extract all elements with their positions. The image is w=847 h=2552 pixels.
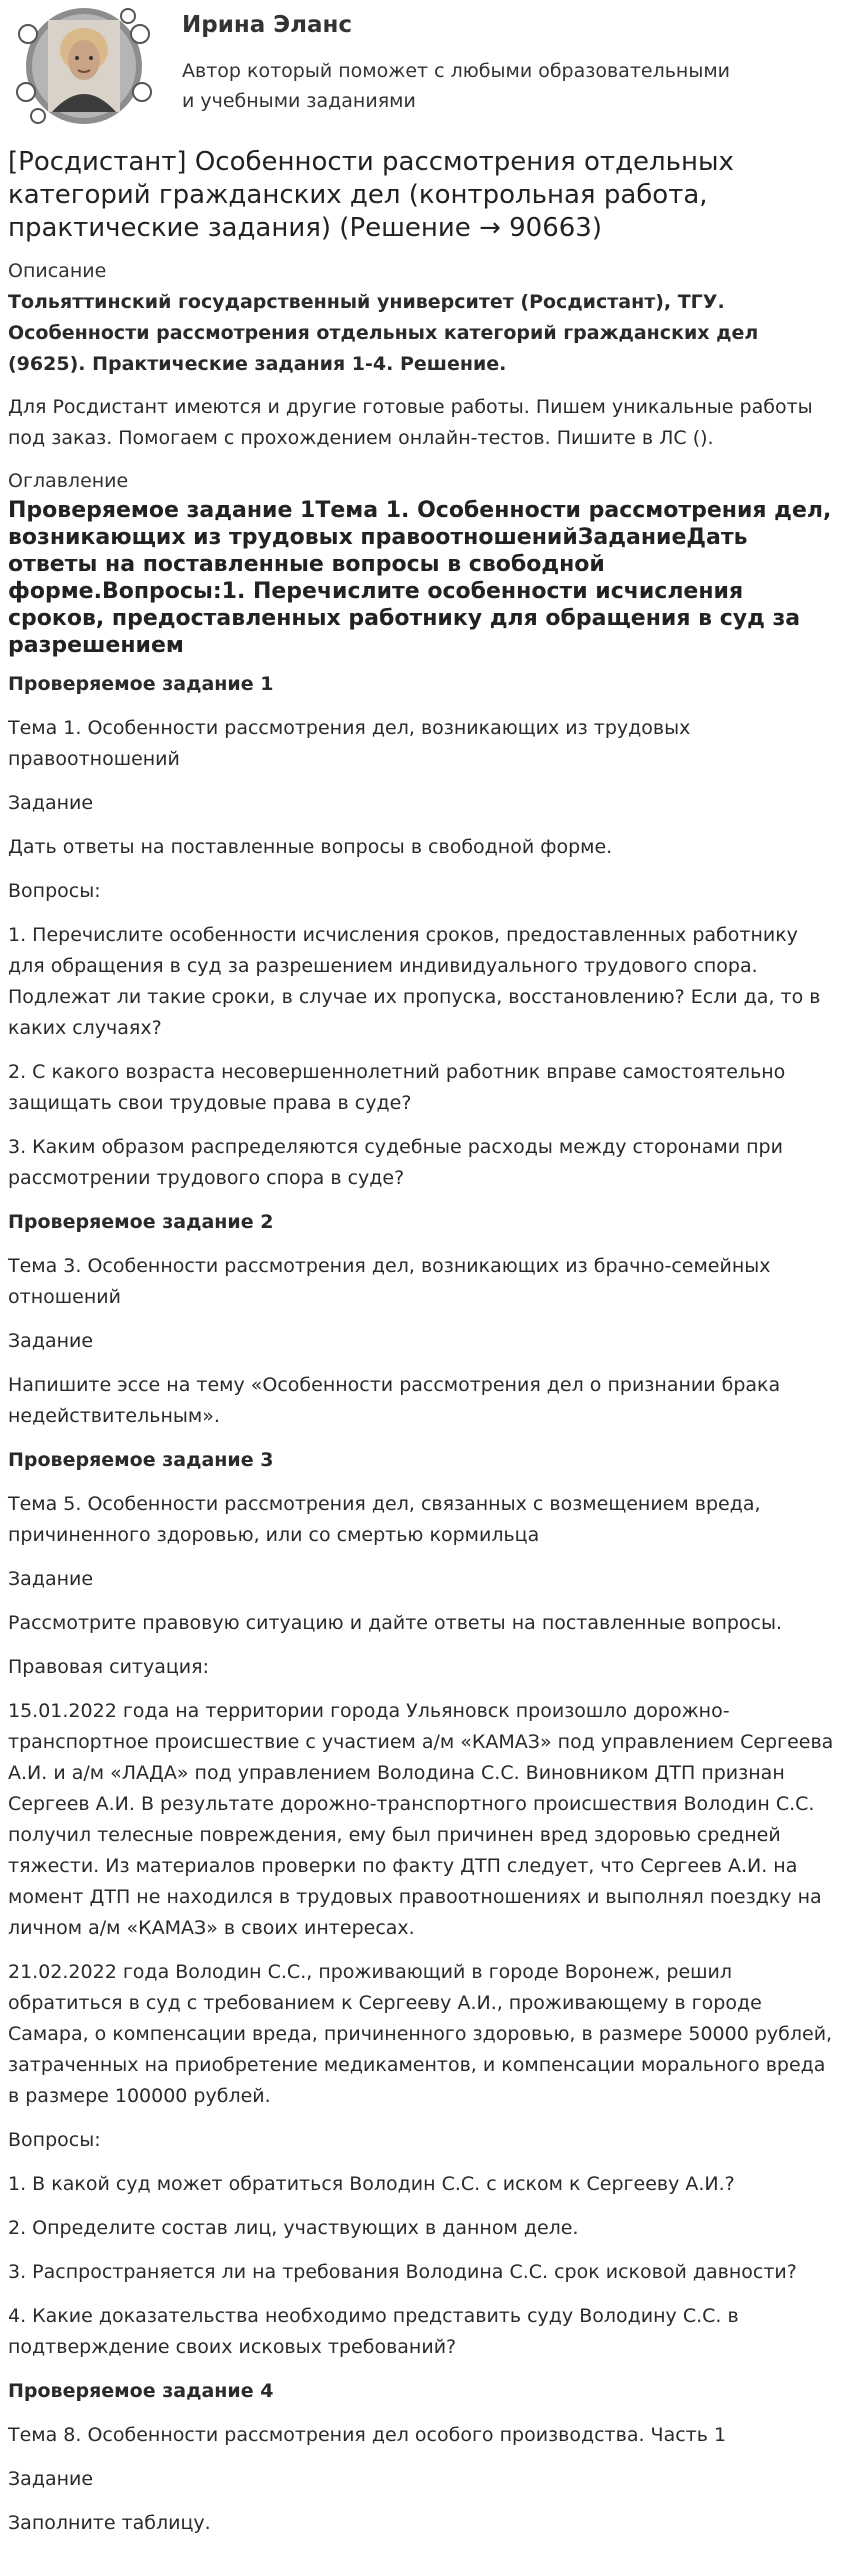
content-paragraph: 2. Определите состав лиц, участвующих в данном деле. <box>8 2217 579 2239</box>
content-body <box>8 669 839 2539</box>
content-paragraph: Напишите эссе на тему «Особенности рассмотрения дел о признании брака недействительным». <box>8 1374 781 1427</box>
content-paragraph: 4. Какие доказательства необходимо представить суду Володину С.С. в подтверждение своих исковых требований? <box>8 2305 739 2358</box>
content-paragraph: 15.01.2022 года на территории города Ульяновск произошло дорожно-транспортное происшествие с участием а/м «КАМАЗ» под управлением Сергеева А.И. и а/м «ЛАДА» под управлением Володина С.С. Виновником ДТП признан Сергеев А.И. В результате дорожно-транспортного происшествия Володин С.С. получил телесные повреждения, ему был причинен вред здоровью средней тяжести. Из материалов проверки по факту ДТП следует, что Сергеев А.И. на момент ДТП не находился в трудовых правоотношениях и выполнял поездку на личном а/м «КАМАЗ» в своих интересах. <box>8 1700 834 1939</box>
avatar[interactable] <box>8 4 160 128</box>
description-label: Описание <box>8 260 107 282</box>
content-paragraph: Вопросы: <box>8 2129 101 2151</box>
author-block <box>8 0 839 132</box>
avatar-film-frame-icon <box>8 4 160 128</box>
content-paragraph: 1. В какой суд может обратиться Володин С.С. с иском к Сергееву А.И.? <box>8 2173 735 2195</box>
toc-label: Оглавление <box>8 470 129 492</box>
content-paragraph: 21.02.2022 года Володин С.С., проживающий в городе Воронеж, решил обратиться в суд с требованием к Сергееву А.И., проживающему в городе Самара, о компенсации вреда, причиненного здоровью, в размере 50000 рублей, затраченных на приобретение медикаментов, и компенсации морального вреда в размере 100000 рублей. <box>8 1961 833 2107</box>
content-paragraph: Тема 8. Особенности рассмотрения дел особого производства. Часть 1 <box>8 2424 727 2446</box>
section-heading: Проверяемое задание 1 <box>8 673 274 695</box>
content-paragraph: Дать ответы на поставленные вопросы в свободной форме. <box>8 836 613 858</box>
section-heading: Проверяемое задание 3 <box>8 1449 274 1471</box>
content-paragraph: Задание <box>8 1330 94 1352</box>
content-paragraph: 1. Перечислите особенности исчисления сроков, предоставленных работнику для обращения в суд за разрешением индивидуального трудового спора. Подлежат ли такие сроки, в случае их пропуска, восстановлению? Если да, то в каких случаях? <box>8 924 821 1039</box>
work-title: [Росдистант] Особенности рассмотрения отдельных категорий гражданских дел (контрольная работа, практические задания) (Решение → 90663) <box>8 147 734 243</box>
description-bold: Тольяттинский государственный университет (Росдистант), ТГУ. Особенности рассмотрения отдельных категорий гражданских дел (9625). Практические задания 1-4. Решение. <box>8 291 759 375</box>
content-paragraph: 3. Каким образом распределяются судебные расходы между сторонами при рассмотрении трудового спора в суде? <box>8 1136 783 1189</box>
content-paragraph: Тема 3. Особенности рассмотрения дел, возникающих из брачно-семейных отношений <box>8 1255 771 1308</box>
content-paragraph: Правовая ситуация: <box>8 1656 209 1678</box>
section-heading: Проверяемое задание 4 <box>8 2380 274 2402</box>
author-description: Автор который поможет с любыми образовательными и учебными заданиями <box>182 60 731 112</box>
author-info <box>182 4 742 116</box>
description-note: Для Росдистант имеются и другие готовые работы. Пишем уникальные работы под заказ. Помогаем с прохождением онлайн-тестов. Пишите в ЛС (). <box>8 396 813 449</box>
toc-heading: Проверяемое задание 1Тема 1. Особенности рассмотрения дел, возникающих из трудовых правоотношенийЗаданиеДать ответы на поставленные вопросы в свободной форме.Вопросы:1. Перечислите особенности исчисления сроков, предоставленных работнику для обращения в суд за разрешением <box>8 498 832 658</box>
content-paragraph: Задание <box>8 2468 94 2490</box>
section-heading: Проверяемое задание 2 <box>8 1211 274 1233</box>
content-paragraph: Рассмотрите правовую ситуацию и дайте ответы на поставленные вопросы. <box>8 1612 783 1634</box>
content-paragraph: Задание <box>8 792 94 814</box>
content-paragraph: 2. С какого возраста несовершеннолетний работник вправе самостоятельно защищать свои трудовые права в суде? <box>8 1061 786 1114</box>
content-paragraph: Тема 1. Особенности рассмотрения дел, возникающих из трудовых правоотношений <box>8 717 691 770</box>
content-paragraph: Вопросы: <box>8 880 101 902</box>
content-paragraph: Заполните таблицу. <box>8 2512 211 2534</box>
content-paragraph: Задание <box>8 1568 94 1590</box>
author-name[interactable]: Ирина Эланс <box>182 12 353 38</box>
content-paragraph: 3. Распространяется ли на требования Володина С.С. срок исковой давности? <box>8 2261 797 2283</box>
content-paragraph: Тема 5. Особенности рассмотрения дел, связанных с возмещением вреда, причиненного здоровью, или со смертью кормильца <box>8 1493 761 1546</box>
